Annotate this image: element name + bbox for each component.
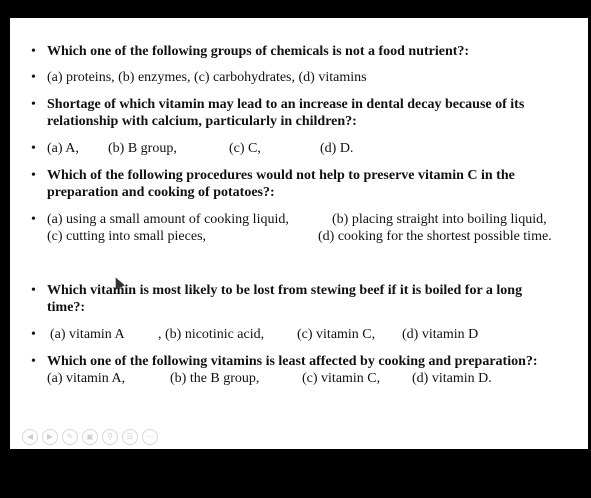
- bullet: •: [31, 141, 36, 156]
- presentation-toolbar: [22, 429, 158, 445]
- answer-options: (a) proteins, (b) enzymes, (c) carbohydrates, (d) vitamins: [47, 70, 367, 85]
- option-d: (d) cooking for the shortest possible time.: [318, 229, 552, 244]
- option-a: (a) using a small amount of cooking liquid,: [47, 212, 289, 227]
- bullet: •: [31, 354, 36, 369]
- option-b: (b) the B group,: [170, 371, 260, 386]
- option-a: (a) vitamin A,: [47, 371, 126, 386]
- option-d: (d) vitamin D.: [412, 371, 492, 386]
- zoom-icon[interactable]: ⚲: [102, 429, 118, 445]
- bullet: •: [31, 327, 36, 342]
- option-d: (d) vitamin D: [402, 327, 479, 342]
- more-icon[interactable]: ⋯: [142, 429, 158, 445]
- slide: [10, 18, 588, 449]
- highlighter-icon[interactable]: ▣: [82, 429, 98, 445]
- option-c: (c) vitamin C,: [297, 327, 376, 342]
- option-d: (d) D.: [320, 141, 354, 156]
- bullet: •: [31, 283, 36, 298]
- option-c: (c) C,: [229, 141, 261, 156]
- bullet: •: [31, 70, 36, 85]
- option-b: (b) placing straight into boiling liquid,: [332, 212, 547, 227]
- option-a: (a) vitamin A: [50, 327, 125, 342]
- pen-icon[interactable]: ✎: [62, 429, 78, 445]
- question-text: preparation and cooking of potatoes?:: [47, 185, 275, 200]
- bullet: •: [31, 97, 36, 112]
- question-text: Which vitamin is most likely to be lost from stewing beef if it is boiled for a long: [47, 283, 523, 298]
- next-icon[interactable]: ▶: [42, 429, 58, 445]
- option-b: (b) B group,: [108, 141, 177, 156]
- question-text: Shortage of which vitamin may lead to an increase in dental decay because of its: [47, 97, 525, 112]
- option-a: (a) A,: [47, 141, 79, 156]
- prev-icon[interactable]: ◀: [22, 429, 38, 445]
- question-text: Which one of the following groups of chemicals is not a food nutrient?:: [47, 44, 470, 59]
- option-b: , (b) nicotinic acid,: [158, 327, 265, 342]
- option-c: (c) vitamin C,: [302, 371, 381, 386]
- bullet: •: [31, 44, 36, 59]
- bullet: •: [31, 168, 36, 183]
- menu-icon[interactable]: ☰: [122, 429, 138, 445]
- question-text: time?:: [47, 300, 86, 315]
- question-text: Which one of the following vitamins is least affected by cooking and preparation?:: [47, 354, 538, 369]
- option-c: (c) cutting into small pieces,: [47, 229, 207, 244]
- question-text: Which of the following procedures would not help to preserve vitamin C in the: [47, 168, 515, 183]
- question-text: relationship with calcium, particularly in children?:: [47, 114, 357, 129]
- bullet: •: [31, 212, 36, 227]
